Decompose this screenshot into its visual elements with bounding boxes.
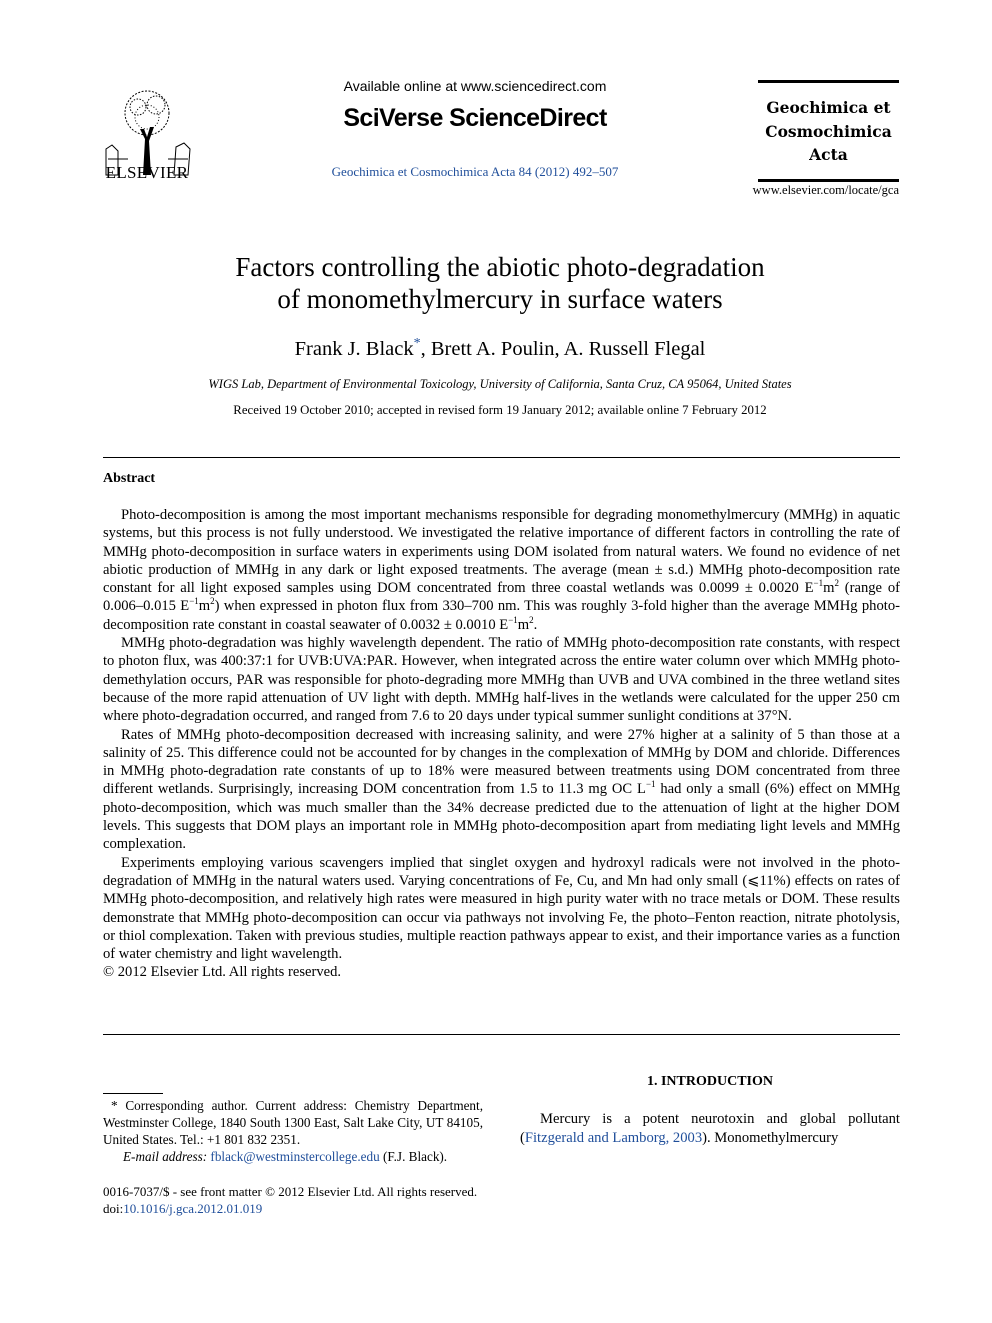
superscript: −1 [645, 779, 656, 790]
superscript: −1 [508, 614, 518, 625]
platform-logo-text: SciVerse ScienceDirect [343, 104, 607, 132]
intro-paragraph [520, 1110, 900, 1148]
abstract-text: m [517, 616, 530, 633]
email-label: E-mail address: [123, 1149, 208, 1164]
front-matter [103, 1183, 533, 1217]
doi-label: doi: [103, 1201, 124, 1216]
divider [103, 457, 900, 458]
affiliation: WIGS Lab, Department of Environmental Toxicology, University of California, Santa Cruz, CA 95064, United States [208, 377, 792, 391]
author-name: Frank J. Black [294, 337, 414, 360]
corresponding-author-marker[interactable]: * [413, 336, 421, 351]
intro-body [520, 1110, 900, 1148]
abstract-text: ) when expressed in photon flux from 330–700 nm. This was roughly 3-fold higher than the average MMHg photo-decomposition rate constant in coastal seawater of 0.0032 ± 0.0010 E [103, 598, 900, 633]
superscript: −1 [189, 596, 199, 607]
abstract-heading: Abstract [103, 471, 156, 486]
journal-citation-link[interactable]: Geochimica et Cosmochimica Acta 84 (2012) 492–507 [331, 164, 619, 179]
author-list [100, 336, 900, 361]
reference-link[interactable]: Fitzgerald and Lamborg, 2003 [524, 1130, 703, 1146]
doi-line [103, 1200, 533, 1217]
section-heading: 1. INTRODUCTION [646, 1074, 773, 1089]
publisher-name: ELSEVIER [105, 163, 189, 182]
abstract-text: m [198, 598, 211, 615]
title-line: of monomethylmercury in surface waters [277, 284, 723, 314]
footnote [103, 1097, 483, 1165]
intro-text: Mercury is a potent neurotoxin and global pollutant ( [520, 1111, 900, 1146]
abstract-text: Photo-decomposition is among the most important mechanisms responsible for degrading monomethylmercury (MMHg) in aquatic systems, but this process is not fully understood. We investigated the relative importance of different factors in controlling the rate of MMHg photo-decomposition in surface waters in experiments using DOM isolated from natural waters. We found no evidence of net abiotic production of MMHg in any dark or light exposed treatments. The average (mean ± s.d.) MMHg photo-decomposition rate constant for all light exposed samples using DOM concentrated from three coastal wetlands was 0.0099 ± 0.0020 E [103, 507, 900, 597]
corresponding-author-note: * Corresponding author. Current address: Chemistry Department, Westminster College, 1840 South 1300 East, Salt Lake City, UT 84105, United States. Tel.: +1 801 832 2351. [103, 1098, 483, 1147]
title-line: Factors controlling the abiotic photo-degradation [235, 252, 765, 282]
journal-title-line: Acta [809, 145, 848, 164]
journal-title-line: Cosmochimica [765, 121, 892, 141]
abstract-body [103, 506, 900, 982]
intro-text: ). Monomethylmercury [702, 1130, 839, 1146]
email-line [103, 1148, 483, 1165]
email-suffix: (F.J. Black). [379, 1149, 448, 1164]
superscript: 2 [210, 596, 215, 607]
abstract-paragraph: Experiments employing various scavengers implied that singlet oxygen and hydroxyl radicals were not involved in the photo-degradation of MMHg in the natural waters used. Varying concentrations of Fe, Cu, and Mn had only small (⩽11%) effects on rates of MMHg photo-decomposition, and relatively high rates were measured in high purity water with no trace metals or DOM. These results demonstrate that MMHg photo-decomposition can occur via pathways not involving Fe, the photo–Fenton reaction, nitrate photolysis, or thiol complexation. Taken with previous studies, multiple reaction pathways appear to exist, and their importance varies as a function of water chemistry and light wavelength. [103, 854, 900, 963]
abstract-text: . [533, 616, 538, 633]
email-link[interactable]: fblack@westminstercollege.edu [210, 1149, 380, 1164]
journal-title-line: Geochimica et [766, 98, 891, 117]
superscript: 2 [834, 578, 839, 589]
issn-line: 0016-7037/$ - see front matter © 2012 Elsevier Ltd. All rights reserved. [103, 1184, 478, 1199]
journal-title [758, 96, 899, 167]
doi-link[interactable]: 10.1016/j.gca.2012.01.019 [123, 1201, 263, 1216]
abstract-paragraph: MMHg photo-degradation was highly wavelength dependent. The ratio of MMHg photo-decomposition rate constants, with respect to photon flux, was 400:37:1 for UVB:UVA:PAR. However, when integrated across the entire water column over which MMHg photo-demethylation occurs, PAR was responsible for photo-degrading more MMHg than UVB and UVA combined in the three wetland sites because of the more rapid attenuation of UV light with depth. MMHg half-lives in the wetlands were calculated for the upper 250 cm where photo-degradation occurred, and ranged from 7.6 to 20 days under typical summer sunlight conditions at 37°N. [103, 635, 900, 725]
abstract-text: had only a small (6%) effect on MMHg photo-decomposition, which was much smaller than the 34% decrease predicted due to the attenuation of light at the higher DOM levels. This suggests that DOM plays an important role in MMHg photo-decomposition apart from mediating light levels and MMHg complexation. [103, 781, 901, 853]
author-names: , Brett A. Poulin, A. Russell Flegal [420, 337, 706, 360]
superscript: −1 [813, 578, 824, 589]
article-title [100, 251, 900, 315]
superscript: 2 [529, 614, 534, 625]
abstract-paragraph [103, 726, 900, 854]
available-online-text: Available online at www.sciencedirect.com [343, 78, 607, 94]
abstract-text: m [823, 580, 835, 597]
abstract-text: (range of 0.006–0.015 E [103, 580, 900, 615]
article-history: Received 19 October 2010; accepted in revised form 19 January 2012; available online 7 February 2012 [233, 403, 767, 417]
journal-url[interactable]: www.elsevier.com/locate/gca [752, 183, 899, 197]
footnote-rule [103, 1093, 163, 1094]
divider [103, 1034, 900, 1035]
abstract-paragraph [103, 506, 900, 634]
copyright: © 2012 Elsevier Ltd. All rights reserved. [103, 964, 342, 981]
abstract-text: Rates of MMHg photo-decomposition decreased with increasing salinity, and were 27% higher at a salinity of 5 than those at a salinity of 25. This difference could not be accounted for by changes in the complexation of MMHg by DOM and chloride. Differences in MMHg photo-degradation rate constants of up to 18% were measured between treatments using DOM concentrated from three different wetlands. Surprisingly, increasing DOM concentration from 1.5 to 11.3 mg OC L [103, 726, 900, 798]
